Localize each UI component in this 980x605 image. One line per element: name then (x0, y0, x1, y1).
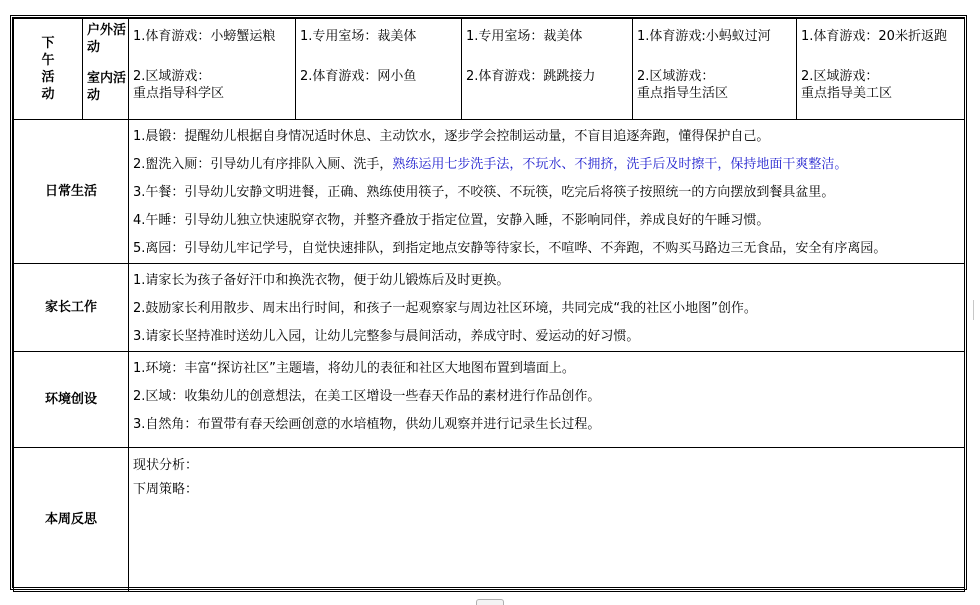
outdoor-activity: 1.体育游戏：小螃蟹运粮 (133, 29, 276, 44)
environment-item: 1.环境：丰富“探访社区”主题墙，将幼儿的表征和社区大地图布置到墙面上。 (133, 361, 575, 376)
outdoor-activity: 1.体育游戏：20米折返跑 (801, 29, 947, 44)
parent-work-item: 2.鼓励家长利用散步、周末出行时间，和孩子一起观察家与周边社区环境，共同完成“我的社区小地图”创作。 (133, 301, 757, 316)
reflection-label: 本周反思 (14, 448, 129, 592)
indoor-activity: 2.体育游戏：网小鱼 (300, 69, 417, 84)
indoor-activity-focus: 重点指导生活区 (637, 86, 729, 101)
indoor-activity-label: 室内活动 (87, 71, 127, 103)
daily-life-content (129, 120, 965, 264)
page-scroll-handle[interactable] (476, 599, 504, 605)
indoor-activity: 2.区域游戏： (133, 69, 211, 84)
parent-work-item: 3.请家长坚持准时送幼儿入园，让幼儿完整参与晨间活动，养成守时、爱运动的好习惯。 (133, 329, 640, 344)
day-cell-mon (129, 19, 296, 120)
afternoon-label-char: 活 (41, 70, 55, 85)
daily-life-item (133, 151, 960, 179)
environment-item: 2.区域：收集幼儿的创意想法，在美工区增设一些春天作品的素材进行作品创作。 (133, 389, 601, 404)
day-cell-wed (462, 19, 633, 120)
reflection-item: 下周策略： (133, 482, 199, 497)
page-edge-marker (973, 300, 980, 320)
indoor-activity: 2.区域游戏： (801, 69, 879, 84)
day-cell-tue (296, 19, 462, 120)
daily-life-item: 3.午餐：引导幼儿安静文明进餐，正确、熟练使用筷子，不咬筷、不玩筷，吃完后将筷子按照统一的方向摆放到餐具盆里。 (133, 185, 835, 200)
parent-work-label: 家长工作 (14, 264, 129, 352)
daily-life-item: 5.离园：引导幼儿牢记学号，自觉快速排队，到指定地点安静等待家长，不喧哗、不奔跑，不购买马路边三无食品，安全有序离园。 (133, 241, 887, 256)
afternoon-label-char: 下 (41, 36, 55, 51)
daily-life-item-highlight: 熟练运用七步洗手法，不玩水、不拥挤，洗手后及时擦干，保持地面干爽整洁。 (392, 157, 848, 172)
activity-type-labels (83, 19, 129, 120)
reflection-row (14, 448, 965, 592)
daily-life-item: 1.晨锻：提醒幼儿根据自身情况适时休息、主动饮水，逐步学会控制运动量，不盲目追逐奔跑，懂得保护自己。 (133, 129, 770, 144)
indoor-activity: 2.区域游戏： (637, 69, 715, 84)
afternoon-row (14, 19, 965, 120)
environment-content (129, 352, 965, 448)
environment-item: 3.自然角：布置带有春天绘画创意的水培植物，供幼儿观察并进行记录生长过程。 (133, 417, 601, 432)
daily-life-label: 日常生活 (14, 120, 129, 264)
day-cell-thu (633, 19, 797, 120)
afternoon-label-char: 午 (41, 53, 55, 68)
daily-life-row (14, 120, 965, 264)
outdoor-activity: 1.体育游戏:小蚂蚁过河 (637, 29, 771, 44)
indoor-activity-focus: 重点指导科学区 (133, 86, 225, 101)
parent-work-item: 1.请家长为孩子备好汗巾和换洗衣物，便于幼儿锻炼后及时更换。 (133, 273, 510, 288)
weekly-plan-table (13, 18, 965, 592)
reflection-item: 现状分析： (133, 458, 199, 473)
indoor-activity-focus: 重点指导美工区 (801, 86, 893, 101)
outdoor-activity: 1.专用室场：裁美体 (466, 29, 583, 44)
environment-label: 环境创设 (14, 352, 129, 448)
day-cell-fri (797, 19, 965, 120)
parent-work-content (129, 264, 965, 352)
reflection-content (129, 448, 965, 592)
daily-life-item-text: 2.盥洗入厕：引导幼儿有序排队入厕、洗手， (133, 157, 393, 172)
outdoor-activity: 1.专用室场：裁美体 (300, 29, 417, 44)
environment-row (14, 352, 965, 448)
parent-work-row (14, 264, 965, 352)
indoor-activity: 2.体育游戏：跳跳接力 (466, 69, 596, 84)
afternoon-label (14, 19, 83, 120)
outdoor-activity-label: 户外活动 (87, 23, 127, 55)
afternoon-label-char: 动 (41, 87, 55, 102)
daily-life-item: 4.午睡：引导幼儿独立快速脱穿衣物，并整齐叠放于指定位置，安静入睡，不影响同伴，养成良好的午睡习惯。 (133, 213, 770, 228)
